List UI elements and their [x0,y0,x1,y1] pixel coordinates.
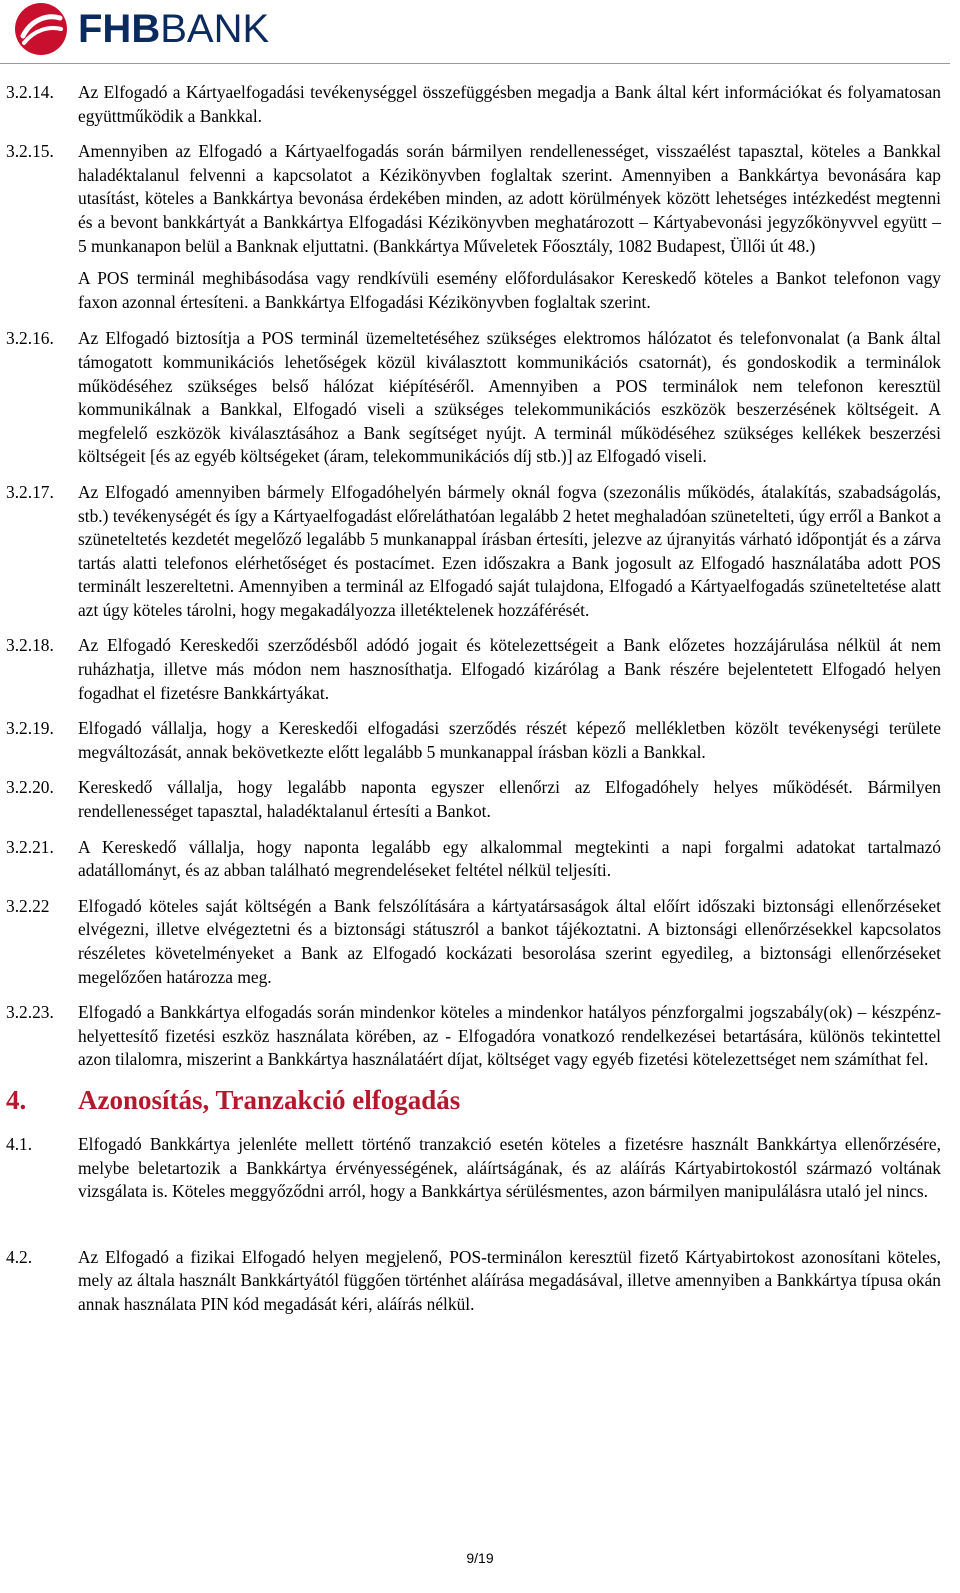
clause-3-2-15 [6,140,941,258]
clause-text: Az Elfogadó a Kártyaelfogadási tevékenységgel összefüggésben megadja a Bank által kért információkat és folyamatosan együttműködik a Bankkal. [78,82,941,126]
clause-number: 3.2.14. [6,82,54,102]
clause-text: Elfogadó Bankkártya jelenléte mellett történő tranzakció esetén köteles a fizetésre használt Bankkártya ellenőrzésére, melybe beletartozik a Bankkártya érvényességének, aláírtságának, és az aláírás Kártyabirtokostól származó voltának vizsgálata is. Köteles meggyőződni arról, hogy a Bankkártya sérülésmentes, azon bármilyen manipulálásra utaló jel nincs. [78,1133,941,1202]
clause-3-2-17 [6,481,941,623]
clause-text: Elfogadó köteles saját költségén a Bank felszólítására a kártyatársaságok által előírt időszaki biztonsági ellenőrzéseket elvégezni, illetve elvégeztetni és a biztonsági státuszról a bankot tájékoztatni. A biztonsági ellenőrzésekkel kapcsolatos részéletes követelményeket a Bank az Elfogadó kockázati besorolása szerint egyedileg, a biztonsági ellenőrzéseket megelőzően határozza meg. [78,895,941,987]
logo-wordmark [78,2,269,56]
section-title: Azonosítás, Tranzakció elfogadás [78,1084,461,1115]
logo-bold-text: FHB [78,7,161,51]
clause-number: 3.2.17. [6,481,54,502]
clause-4-1 [6,1133,941,1204]
clause-text: A Kereskedő vállalja, hogy naponta legalább egy alkalommal megtekinti a napi forgalmi adatokat tartalmazó adatállományt, és az abban található megrendeléseket feltétel nélkül teljesíti. [78,836,941,881]
clause-3-2-18 [6,634,941,705]
clause-number: 3.2.20. [6,777,54,798]
section-heading [6,1084,941,1116]
clause-number: 3.2.23. [6,1002,54,1023]
clause-number: 3.2.18. [6,635,54,656]
clause-number: 4.1. [6,1133,33,1154]
clause-3-2-23 [6,1001,941,1072]
clause-3-2-21 [6,836,941,883]
clause-number: 3.2.22 [6,895,50,916]
page-number: 9/19 [466,1550,494,1566]
clause-3-2-14 [6,81,941,128]
fhb-circle-icon [14,2,68,56]
section-number: 4. [6,1084,27,1115]
clause-number: 3.2.16. [6,328,54,349]
document-body [6,81,941,1329]
clause-3-2-22 [6,895,941,989]
clause-text: Az Elfogadó Kereskedői szerződésből adódó jogait és kötelezettségeit a Bank előzetes hozzájárulása nélkül át nem ruházhatja, illetve más módon nem hasznosíthatja. Elfogadó kizárólag a Bank részére bejelentetett Elfogadó helyen fogadhat el fizetésre Bankkártyákat. [78,635,941,703]
clause-text: Az Elfogadó a fizikai Elfogadó helyen megjelenő, POS-terminálon keresztül fizető Kártyabirtokost azonosítani köteles, mely az általa használt Bankkártyától függően történhet aláírása megadásával, illetve amennyiben a Bankkártya típusa okán annak használata PIN kód megadását kéri, aláírás nélkül. [78,1246,941,1314]
paragraph-spacer [6,1216,941,1246]
clause-3-2-19 [6,717,941,764]
page-header [0,0,960,66]
clause-text: Elfogadó a Bankkártya elfogadás során mindenkor köteles a mindenkor hatályos pénzforgalmi jogszabály(ok) – készpénz-helyettesítő fizetési eszköz használata körében, az - Elfogadóra vonatkozó rendelkezései betartására, különös tekintettel azon tilalomra, miszerint a Bankkártya használatáért díjat, költséget vagy egyéb fizetési kötelezettséget nem számíthat fel. [78,1002,941,1070]
bank-logo [14,2,269,56]
clause-4-2 [6,1246,941,1317]
clause-number: 3.2.21. [6,836,54,857]
header-divider [0,63,950,64]
clause-number: 4.2. [6,1246,33,1267]
clause-number: 3.2.19. [6,718,54,739]
clause-text: Kereskedő vállalja, hogy legalább naponta egyszer ellenőrzi az Elfogadóhely helyes működését. Bármilyen rendellenességet tapasztal, haladéktalanul értesíti a Bankot. [78,777,941,822]
clause-number: 3.2.15. [6,141,54,162]
clause-text: Az Elfogadó amennyiben bármely Elfogadóhelyén bármely oknál fogva (szezonális működés, átalakítás, szabadságolás, stb.) tevékenységét és így a Kártyaelfogadást előreláthatóan legalább 2 hetet meghaladóan szünetelteti, úgy erről a Bankot a szüneteltetés kezdetét megelőző legalább 5 munkanappal írásban értesíti, jelezve az újranyitás várható időpontját és a zárva tartás alatti telefonos elérhetőséget és postacímet. Ezen időszakra a Bank jogosult az Elfogadó használatába adott POS terminált leszereltetni. Amennyiben a terminál az Elfogadó saját tulajdona, Elfogadó a Kártyaelfogadás szüneteltetése alatt azt úgy köteles tárolni, hogy megakadályozza illetéktelenek hozzáférését. [78,481,941,620]
clause-3-2-20 [6,776,941,823]
clause-text: Amennyiben az Elfogadó a Kártyaelfogadás során bármilyen rendellenességet, visszaélést tapasztal, köteles a Bankkal haladéktalanul felvenni a kapcsolatot a Kézikönyvben foglaltak szerint. Amennyiben a Bankkártya bevonására kap utasítást, köteles a Bankkártya bevonása érdekében minden, az adott körülmények között lehetséges intézkedést megtenni és a bevont bankkártyát a Bankkártya Elfogadási Kézikönyvben meghatározott – Kártyabevonási jegyzőkönyvvel együtt – 5 munkanapon belül a Banknak eljuttatni. (Bankkártya Műveletek Főosztály, 1082 Budapest, Üllői út 48.) [78,141,941,256]
logo-regular-text: BANK [160,7,270,51]
clause-3-2-15-subparagraph: A POS terminál meghibásodása vagy rendkívüli esemény előfordulásakor Kereskedő köteles a Bankot telefonon vagy faxon azonnal értesíteni. a Bankkártya Elfogadási Kézikönyvben foglaltak szerint. [78,268,941,312]
clause-text: Az Elfogadó biztosítja a POS terminál üzemeltetéséhez szükséges elektromos hálózatot és telefonvonalat (a Bank által támogatott kommunikációs lehetőségek közül kiválasztott kommunikációs csatornát), és gondoskodik a terminálok működéséhez szükséges belső hálózat kiépítéséről. Amennyiben a POS terminálok nem telefonon keresztül kommunikálnak a Bankkal, Elfogadó viseli a szükséges telekommunikációs eszközök beszerzésének költségeit. A megfelelő eszközök kiválasztásához a Bank segítséget nyújt. A terminál működéséhez szükséges kellékek beszerzési költségeit [és az egyéb költségeket (áram, telekommunikációs díj stb.)] az Elfogadó viseli. [78,328,941,467]
clause-text: Elfogadó vállalja, hogy a Kereskedői elfogadási szerződés részét képező mellékletben közölt tevékenységi területe megváltozását, annak bekövetkezte előtt legalább 5 munkanappal írásban közli a Bankkal. [78,718,941,762]
clause-3-2-16 [6,327,941,469]
